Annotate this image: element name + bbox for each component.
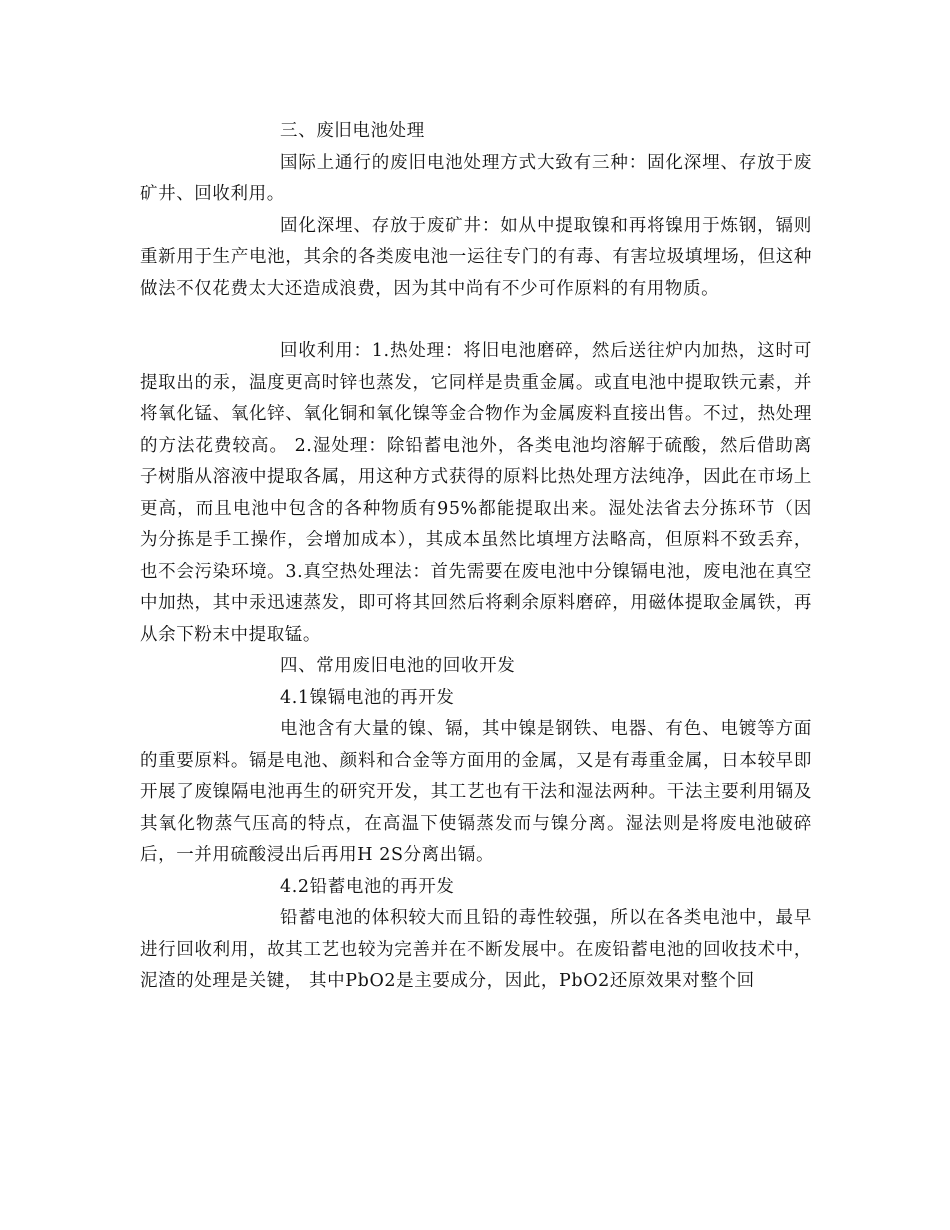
paragraph-recycling: 回收利用：1.热处理：将旧电池磨碎，然后送往炉内加热，这时可提取出的汞，温度更高时锌也蒸发，它同样是贵重金属。或直电池中提取铁元素，并将氧化锰、氧化锌、氧化铜和氧化镍等金合物作为金属废料直接出售。不过，热处理的方法花费较高。 2.湿处理：除铅蓄电池外，各类电池均溶解于硫酸，然后借助离子树脂从溶液中提取各属，用这种方式获得的原料比热处理方法纯净，因此在市场上更高，而且电池中包含的各种物质有95%都能提取出来。湿处法省去分拣环节（因为分拣是手工操作，会增加成本），其成本虽然比填埋方法略高，但原料不致丢弃，也不会污染环境。3.真空热处理法：首先需要在废电池中分镍镉电池，废电池在真空中加热，其中汞迅速蒸发，即可将其回然后将剩余原料磨碎，用磁体提取金属铁，再从余下粉末中提取锰。	[140, 341, 812, 645]
paragraph-landfill: 固化深埋、存放于废矿井：如从中提取镍和再将镍用于炼钢，镉则重新用于生产电池，其余的各类废电池一运往专门的有毒、有害垃圾填埋场，但这种做法不仅花费太大还造成浪费，因为其中尚有不少可作原料的有用物质。	[140, 215, 812, 299]
section-4-heading: 四、常用废旧电池的回收开发	[280, 656, 516, 676]
section-3-heading: 三、废旧电池处理	[280, 121, 425, 141]
paragraph-disposal-methods: 国际上通行的废旧电池处理方式大致有三种：固化深埋、存放于废矿井、回收利用。	[140, 152, 812, 204]
paragraph-lead-acid: 铅蓄电池的体积较大而且铅的毒性较强，所以在各类电池中，最早进行回收利用，故其工艺也较为完善并在不断发展中。在废铅蓄电池的回收技术中，泥渣的处理是关键， 其中PbO2是主要成分，因此，PbO2还原效果对整个回	[140, 908, 812, 991]
subsection-4-2-heading: 4.2铅蓄电池的再开发	[280, 876, 455, 897]
blank-line	[140, 305, 812, 336]
subsection-4-1-heading: 4.1镍镉电池的再开发	[280, 687, 455, 708]
paragraph-nickel-cadmium: 电池含有大量的镍、镉，其中镍是钢铁、电器、有色、电镀等方面的重要原料。镉是电池、颜料和合金等方面用的金属，又是有毒重金属，日本较早即开展了废镍隔电池再生的研究开发，其工艺也有干法和湿法两种。干法主要利用镉及其氧化物蒸气压高的特点，在高温下使镉蒸发而与镍分离。湿法则是将废电池破碎后，一并用硫酸浸出后再用H 2S分离出镉。	[140, 719, 812, 865]
document-body	[140, 116, 812, 998]
